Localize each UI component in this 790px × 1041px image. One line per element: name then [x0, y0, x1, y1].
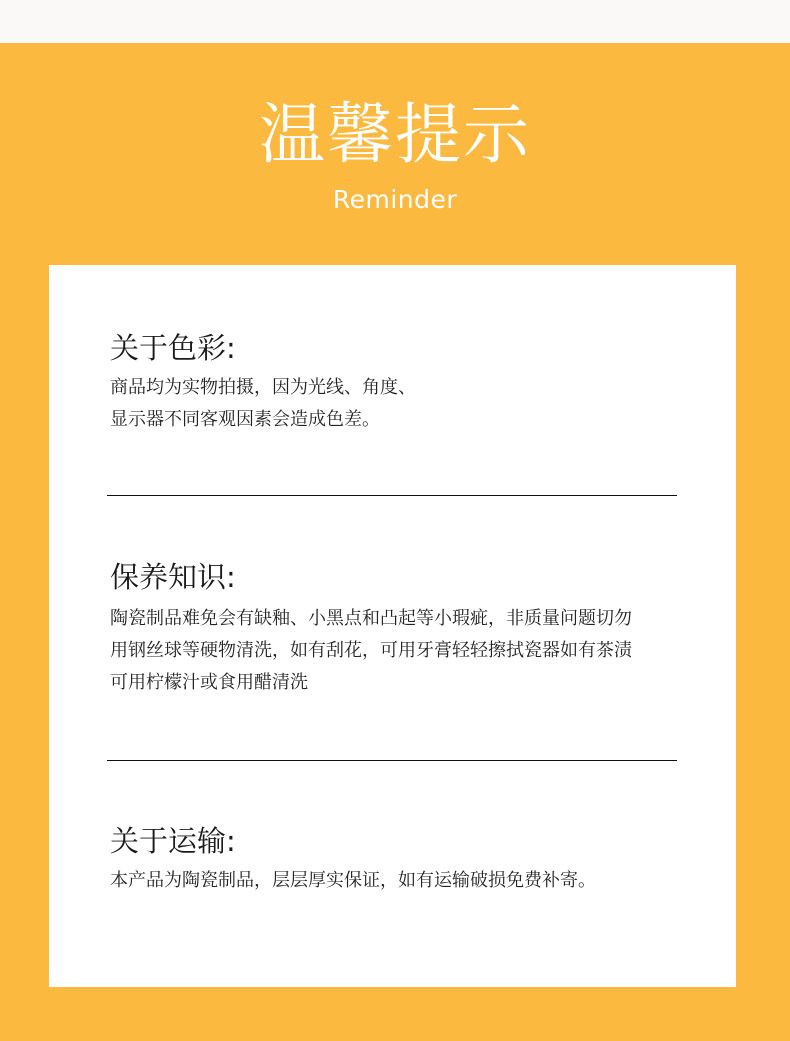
page-subtitle: Reminder [332, 185, 458, 214]
section-line: 商品均为实物拍摄，因为光线、角度、 [110, 377, 416, 398]
section-body-care [110, 603, 690, 699]
section-line: 陶瓷制品难免会有缺釉、小黑点和凸起等小瑕疵，非质量问题切勿 [110, 608, 632, 629]
section-care [110, 557, 690, 699]
section-line: 用钢丝球等硬物清洗，如有刮花，可用牙膏轻轻擦拭瓷器如有茶渍 [110, 640, 632, 661]
section-heading-care: 保养知识: [110, 560, 236, 594]
reminder-card [49, 265, 736, 987]
divider [107, 495, 677, 496]
section-line: 显示器不同客观因素会造成色差。 [110, 409, 380, 430]
page-title: 温馨提示 [259, 96, 531, 173]
divider [107, 760, 677, 761]
section-line: 可用柠檬汁或食用醋清洗 [110, 672, 308, 693]
section-shipping [110, 821, 690, 897]
section-heading-shipping: 关于运输: [110, 824, 236, 858]
section-body-shipping [110, 865, 690, 897]
hero-banner [0, 43, 790, 265]
section-line: 本产品为陶瓷制品，层层厚实保证，如有运输破损免费补寄。 [110, 870, 596, 891]
top-strip [0, 0, 790, 43]
section-body-color [110, 372, 690, 436]
section-heading-color: 关于色彩: [110, 331, 236, 365]
section-color [110, 328, 690, 436]
